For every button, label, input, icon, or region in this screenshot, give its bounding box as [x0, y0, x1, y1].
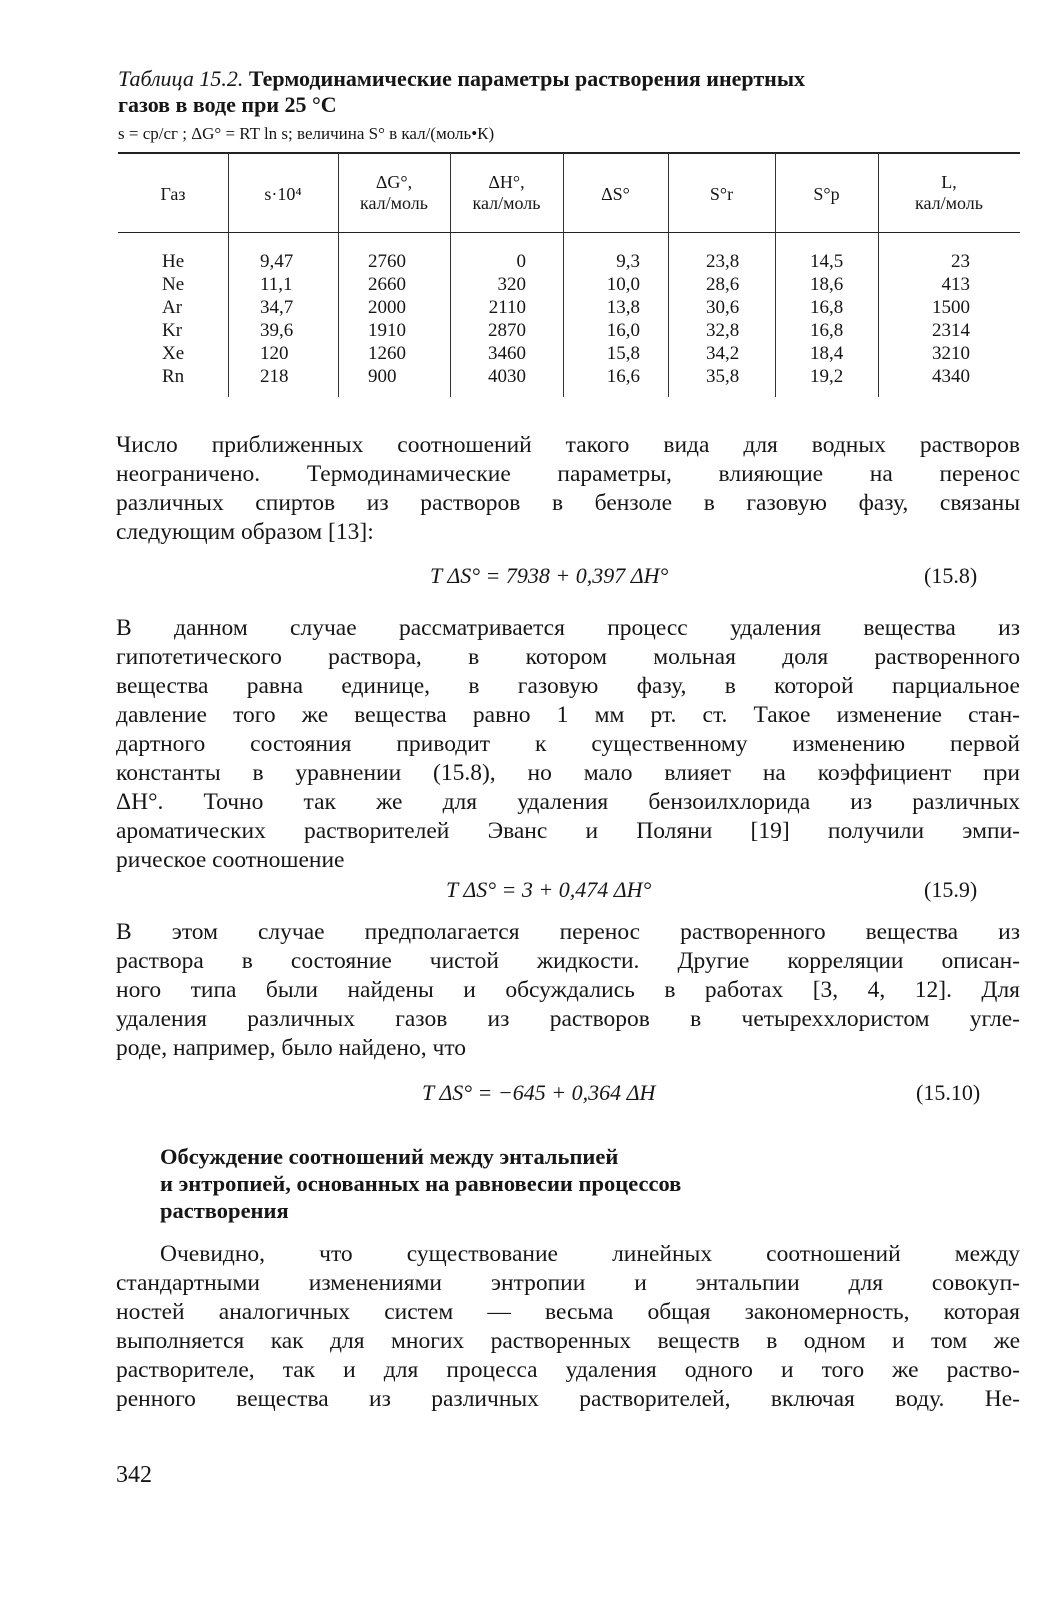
paragraph: В данном случае рассматривается процесс удаления вещества из гипотетического раствора, в котором мольная доля растворенного вещества равна единице, в газовую фазу, в которой парциальное давление того же вещества равно 1 мм рт. ст. Такое изменение стан- дартного состояния приводит к существенному изменению первой константы в уравнении (15.8), но мало влияет на коэффициент при ΔH°. Точно так же для удаления бензоилхлорида из различных ароматических растворителей Эванс и Поляни [19] получили эмпи- рическое соотношение: [116, 615, 1020, 873]
equation-15-10: T ΔS° = −645 + 0,364 ΔH: [422, 1080, 656, 1105]
column-dg: 2760 2660 2000 1910 1260 900: [368, 251, 406, 387]
column-l: 23 413 1500 2314 3210 4340: [932, 251, 970, 387]
table-header-rule: [118, 232, 1020, 233]
equation-15-9: T ΔS° = 3 + 0,474 ΔH°: [446, 877, 652, 902]
column-dh: 0 320 2110 2870 3460 4030: [488, 251, 526, 387]
column-sr: 23,8 28,6 30,6 32,8 34,2 35,8: [706, 251, 740, 387]
column-ds: 9,3 10,0 13,8 16,0 15,8 16,6: [606, 251, 640, 387]
table-note: s = cp/cг ; ΔG° = RT ln s; величина S° в кал/(моль•К): [118, 124, 495, 143]
header-l: L, кал/моль: [915, 172, 983, 213]
paragraph: В этом случае предполагается перенос растворенного вещества из раствора в состояние чистой жидкости. Другие корреляции описан- ного типа были найдены и обсуждались в работах [3, 4, 12]. Для удаления различных газов из растворов в четыреххлористом угле- роде, например, было найдено, что: [116, 919, 1020, 1061]
equation-number: (15.10): [916, 1080, 981, 1105]
equation-number: (15.9): [924, 877, 978, 902]
table-top-rule: [118, 152, 1020, 154]
header-s: s·10⁴: [264, 184, 302, 204]
paragraph: Число приближенных соотношений такого вида для водных растворов неограничено. Термодинамические параметры, влияющие на перенос различных спиртов из растворов в бензоле в газовую фазу, связаны следующим образом [13]:: [116, 432, 1020, 545]
section-heading: Обсуждение соотношений между энтальпией и энтропией, основанных на равновесии процессов растворения: [160, 1144, 682, 1223]
column-gas: He Ne Ar Kr Xe Rn: [162, 251, 185, 387]
header-dg: ΔG°, кал/моль: [360, 172, 428, 213]
page-number: 342: [116, 1462, 152, 1488]
column-s: 9,47 11,1 34,7 39,6 120 218: [260, 251, 294, 387]
table-label: Таблица 15.2.: [118, 66, 244, 91]
equation-15-8: T ΔS° = 7938 + 0,397 ΔH°: [430, 563, 669, 588]
column-sp: 14,5 18,6 16,8 16,8 18,4 19,2: [810, 251, 844, 387]
table-title-cont: газов в воде при 25 °С: [118, 92, 337, 117]
header-gas: Газ: [160, 184, 186, 204]
header-sp: S°p: [813, 184, 840, 204]
header-sr: S°r: [709, 184, 734, 204]
table-caption: [118, 66, 1018, 118]
header-dh: ΔH°, кал/моль: [472, 172, 541, 213]
header-ds: ΔS°: [601, 184, 630, 204]
paragraph: Очевидно, что существование линейных соотношений между стандартными изменениями энтропии и энтальпии для совокуп- ностей аналогичных систем — весьма общая закономерность, которая выполняется как для многих растворенных веществ в одном и том же растворителе, так и для процесса удаления одного и того же раство- ренного вещества из различных растворителей, включая воду. Не-: [116, 1241, 1020, 1412]
equation-number: (15.8): [924, 563, 978, 588]
table-title: Термодинамические параметры растворения инертных: [248, 66, 806, 91]
